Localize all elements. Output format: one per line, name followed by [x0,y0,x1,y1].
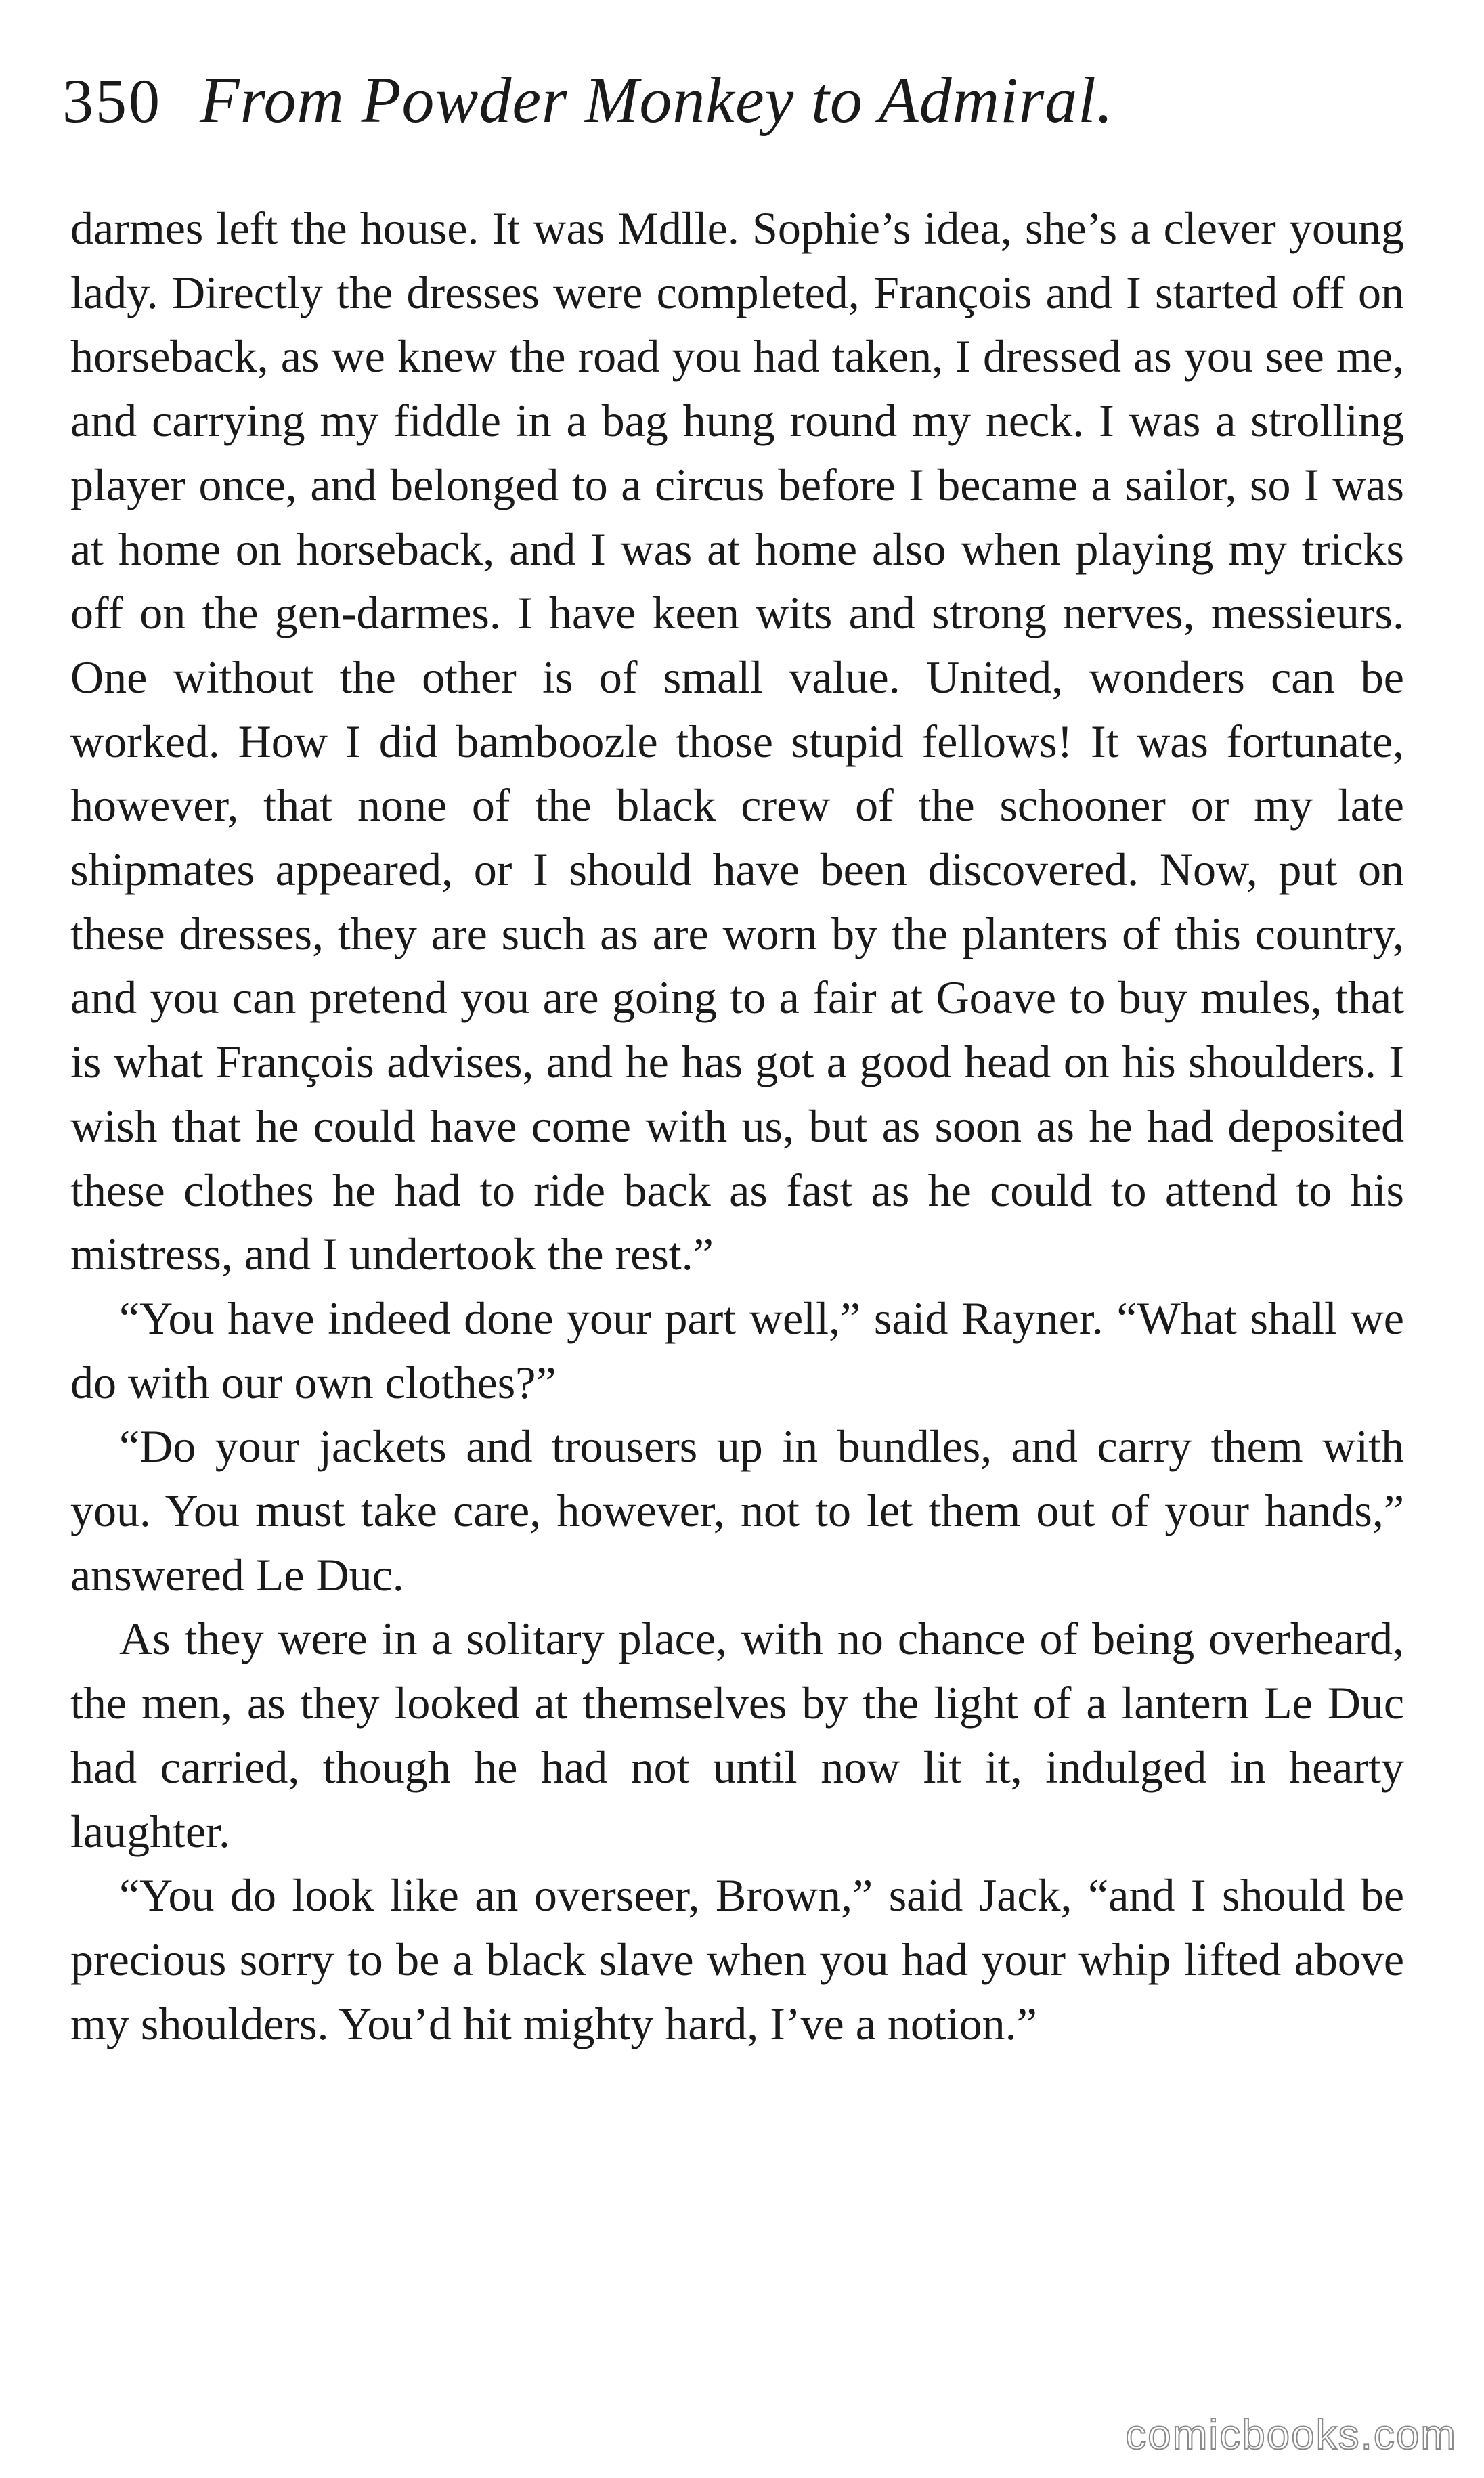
page-number: 350 [62,66,162,135]
paragraph-laughter: As they were in a solitary place, with no chance of being overheard, the men, as they looked at themselves by the light of a lantern Le Duc had carried, though he had not until now lit it, indulged in hearty laughter. [70,1613,1404,1857]
running-title: From Powder Monkey to Admiral. [200,64,1114,136]
running-head [62,62,1423,157]
paragraph-rayner-reply: “You have indeed done your part well,” said Rayner. “What shall we do with our own clothes?” [70,1292,1404,1408]
watermark-logo: comicbooks.com [1125,2412,1457,2458]
paragraph-jack-remark: “You do look like an overseer, Brown,” said Jack, “and I should be precious sorry to be a black slave when you had your whip lifted above my shoulders. You’d hit mighty hard, I’ve a notion.” [70,1869,1404,2049]
body-text [70,196,1404,2056]
paragraph-continued: darmes left the house. It was Mdlle. Sophie’s idea, she’s a clever young lady. Directly the dresses were completed, François and I started off on horseback, as we knew the road you had taken, I dressed as you see me, and carrying my fiddle in a bag hung round my neck. I was a strolling player once, and belonged to a circus before I became a sailor, so I was at home on horseback, and I was at home also when playing my tricks off on the gen-darmes. I have keen wits and strong nerves, messieurs. One without the other is of small value. United, wonders can be worked. How I did bamboozle those stupid fellows! It was fortunate, however, that none of the black crew of the schooner or my late shipmates appeared, or I should have been discovered. Now, put on these dresses, they are such as are worn by the planters of this country, and you can pretend you are going to a fair at Goave to buy mules, that is what François advises, and he has got a good head on his shoulders. I wish that he could have come with us, but as soon as he had deposited these clothes he had to ride back as fast as he could to attend to his mistress, and I undertook the rest.” [70,202,1404,1280]
paragraph-le-duc-answer: “Do your jackets and trousers up in bundles, and carry them with you. You must take care, however, not to let them out of your hands,” answered Le Duc. [70,1420,1404,1601]
